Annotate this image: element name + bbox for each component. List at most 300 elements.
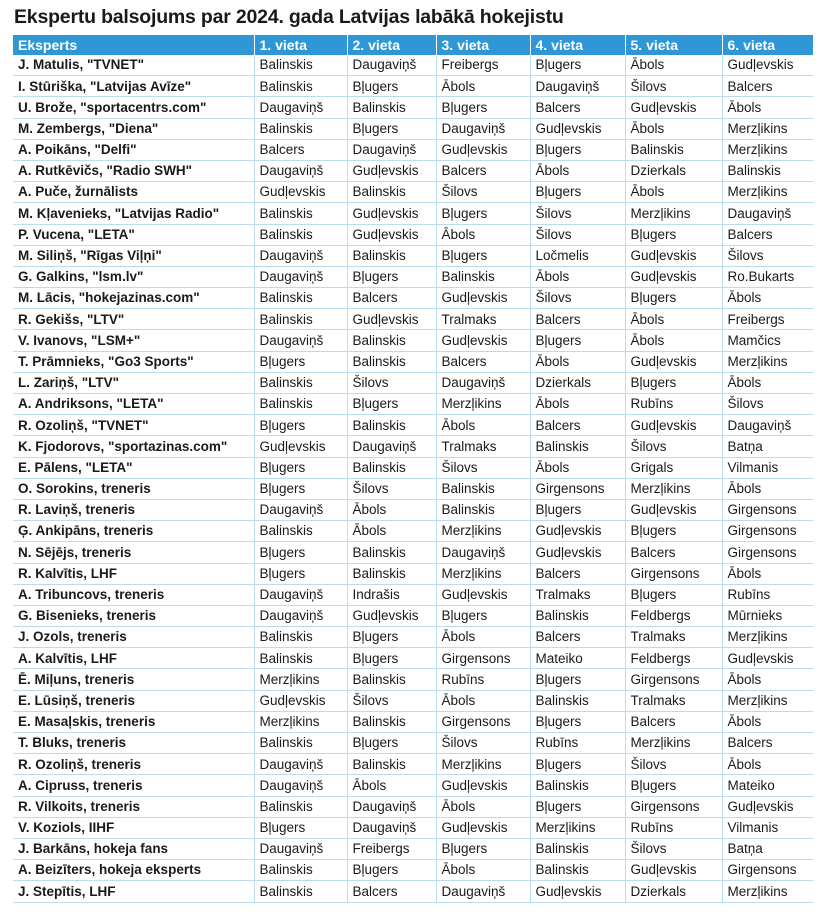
expert-name-cell: K. Fjodorovs, "sportazinas.com" — [13, 436, 254, 457]
vote-cell-place-3: Bļugers — [436, 605, 530, 626]
vote-cell-place-5: Tralmaks — [625, 627, 722, 648]
table-row — [13, 605, 813, 626]
vote-cell-place-4: Ābols — [530, 351, 625, 372]
expert-name-cell: A. Kalvītis, LHF — [13, 648, 254, 669]
vote-cell-place-4: Mateiko — [530, 648, 625, 669]
vote-cell-place-6: Ābols — [722, 97, 813, 118]
vote-cell-place-4: Ābols — [530, 160, 625, 181]
vote-cell-place-3: Šilovs — [436, 733, 530, 754]
table-header-row — [13, 35, 813, 55]
vote-cell-place-1: Balinskis — [254, 881, 347, 902]
vote-cell-place-6: Merzļikins — [722, 351, 813, 372]
vote-cell-place-4: Balinskis — [530, 775, 625, 796]
vote-cell-place-6: Šilovs — [722, 245, 813, 266]
vote-cell-place-2: Šilovs — [347, 690, 436, 711]
table-row — [13, 881, 813, 902]
expert-name-cell: J. Barkāns, hokeja fans — [13, 838, 254, 859]
vote-cell-place-2: Daugaviņš — [347, 139, 436, 160]
vote-cell-place-3: Bļugers — [436, 97, 530, 118]
vote-cell-place-6: Freibergs — [722, 309, 813, 330]
vote-cell-place-5: Gudļevskis — [625, 415, 722, 436]
vote-cell-place-2: Šilovs — [347, 478, 436, 499]
table-row — [13, 436, 813, 457]
table-row — [13, 754, 813, 775]
vote-cell-place-6: Merzļikins — [722, 139, 813, 160]
vote-cell-place-1: Gudļevskis — [254, 182, 347, 203]
vote-cell-place-6: Ābols — [722, 288, 813, 309]
vote-cell-place-5: Bļugers — [625, 775, 722, 796]
table-row — [13, 499, 813, 520]
vote-cell-place-3: Gudļevskis — [436, 584, 530, 605]
vote-cell-place-5: Gudļevskis — [625, 97, 722, 118]
vote-cell-place-6: Ro.Bukarts — [722, 266, 813, 287]
vote-cell-place-6: Balcers — [722, 224, 813, 245]
vote-cell-place-5: Bļugers — [625, 584, 722, 605]
vote-cell-place-1: Daugaviņš — [254, 775, 347, 796]
table-row — [13, 266, 813, 287]
vote-cell-place-2: Bļugers — [347, 648, 436, 669]
vote-cell-place-3: Šilovs — [436, 457, 530, 478]
vote-cell-place-1: Merzļikins — [254, 669, 347, 690]
table-row — [13, 584, 813, 605]
vote-cell-place-6: Balinskis — [722, 160, 813, 181]
vote-cell-place-1: Daugaviņš — [254, 605, 347, 626]
table-row — [13, 648, 813, 669]
vote-cell-place-1: Daugaviņš — [254, 160, 347, 181]
expert-name-cell: Ē. Miļuns, treneris — [13, 669, 254, 690]
vote-cell-place-6: Girgensons — [722, 860, 813, 881]
vote-cell-place-5: Feldbergs — [625, 605, 722, 626]
expert-name-cell: J. Stepītis, LHF — [13, 881, 254, 902]
vote-cell-place-3: Merzļikins — [436, 521, 530, 542]
vote-cell-place-5: Bļugers — [625, 224, 722, 245]
expert-name-cell: A. Cipruss, treneris — [13, 775, 254, 796]
vote-cell-place-1: Balinskis — [254, 521, 347, 542]
vote-cell-place-2: Balinskis — [347, 542, 436, 563]
vote-cell-place-5: Gudļevskis — [625, 351, 722, 372]
vote-cell-place-6: Gudļevskis — [722, 796, 813, 817]
vote-cell-place-2: Ābols — [347, 521, 436, 542]
vote-cell-place-5: Grigals — [625, 457, 722, 478]
table-row — [13, 224, 813, 245]
vote-cell-place-6: Mamčics — [722, 330, 813, 351]
vote-cell-place-5: Merzļikins — [625, 733, 722, 754]
vote-cell-place-1: Balinskis — [254, 203, 347, 224]
table-row — [13, 182, 813, 203]
expert-name-cell: T. Bluks, treneris — [13, 733, 254, 754]
vote-cell-place-3: Gudļevskis — [436, 288, 530, 309]
vote-cell-place-2: Ābols — [347, 499, 436, 520]
vote-cell-place-5: Ābols — [625, 330, 722, 351]
voting-table — [13, 35, 813, 903]
vote-cell-place-3: Daugaviņš — [436, 881, 530, 902]
vote-cell-place-4: Balcers — [530, 97, 625, 118]
vote-cell-place-1: Balinskis — [254, 860, 347, 881]
vote-cell-place-4: Dzierkals — [530, 372, 625, 393]
vote-cell-place-2: Daugaviņš — [347, 796, 436, 817]
vote-cell-place-4: Bļugers — [530, 55, 625, 76]
table-row — [13, 690, 813, 711]
vote-cell-place-6: Daugaviņš — [722, 415, 813, 436]
vote-cell-place-1: Balinskis — [254, 394, 347, 415]
table-row — [13, 139, 813, 160]
expert-name-cell: M. Zembergs, "Diena" — [13, 118, 254, 139]
vote-cell-place-3: Tralmaks — [436, 436, 530, 457]
vote-cell-place-4: Gudļevskis — [530, 521, 625, 542]
vote-cell-place-1: Bļugers — [254, 351, 347, 372]
vote-cell-place-5: Dzierkals — [625, 881, 722, 902]
vote-cell-place-1: Gudļevskis — [254, 436, 347, 457]
vote-cell-place-5: Feldbergs — [625, 648, 722, 669]
vote-cell-place-5: Rubīns — [625, 394, 722, 415]
expert-name-cell: R. Laviņš, treneris — [13, 499, 254, 520]
vote-cell-place-4: Gudļevskis — [530, 881, 625, 902]
vote-cell-place-6: Vilmanis — [722, 457, 813, 478]
vote-cell-place-1: Balinskis — [254, 733, 347, 754]
vote-cell-place-5: Ābols — [625, 55, 722, 76]
table-row — [13, 309, 813, 330]
vote-cell-place-3: Bļugers — [436, 203, 530, 224]
vote-cell-place-3: Ābols — [436, 76, 530, 97]
expert-name-cell: L. Zariņš, "LTV" — [13, 372, 254, 393]
table-body — [13, 55, 813, 902]
vote-cell-place-3: Gudļevskis — [436, 775, 530, 796]
vote-cell-place-6: Balcers — [722, 76, 813, 97]
vote-cell-place-4: Šilovs — [530, 203, 625, 224]
expert-name-cell: M. Siliņš, "Rīgas Viļņi" — [13, 245, 254, 266]
vote-cell-place-1: Balinskis — [254, 76, 347, 97]
vote-cell-place-3: Merzļikins — [436, 394, 530, 415]
table-row — [13, 97, 813, 118]
vote-cell-place-3: Girgensons — [436, 648, 530, 669]
expert-name-cell: N. Sējējs, treneris — [13, 542, 254, 563]
vote-cell-place-2: Bļugers — [347, 394, 436, 415]
vote-cell-place-5: Merzļikins — [625, 203, 722, 224]
expert-name-cell: A. Rutkēvičs, "Radio SWH" — [13, 160, 254, 181]
vote-cell-place-6: Rubīns — [722, 584, 813, 605]
vote-cell-place-6: Mateiko — [722, 775, 813, 796]
vote-cell-place-5: Girgensons — [625, 669, 722, 690]
vote-cell-place-4: Gudļevskis — [530, 118, 625, 139]
vote-cell-place-3: Balinskis — [436, 478, 530, 499]
vote-cell-place-1: Balinskis — [254, 55, 347, 76]
expert-name-cell: G. Bisenieks, treneris — [13, 605, 254, 626]
vote-cell-place-4: Bļugers — [530, 711, 625, 732]
vote-cell-place-5: Ābols — [625, 309, 722, 330]
vote-cell-place-2: Balinskis — [347, 351, 436, 372]
vote-cell-place-1: Balinskis — [254, 627, 347, 648]
vote-cell-place-2: Balinskis — [347, 330, 436, 351]
expert-name-cell: A. Andriksons, "LETA" — [13, 394, 254, 415]
vote-cell-place-1: Balinskis — [254, 796, 347, 817]
vote-cell-place-3: Balcers — [436, 160, 530, 181]
vote-cell-place-4: Bļugers — [530, 754, 625, 775]
vote-cell-place-4: Tralmaks — [530, 584, 625, 605]
table-row — [13, 711, 813, 732]
vote-cell-place-3: Ābols — [436, 796, 530, 817]
column-header-place-5: 5. vieta — [625, 35, 722, 55]
vote-cell-place-2: Gudļevskis — [347, 605, 436, 626]
vote-cell-place-6: Ābols — [722, 669, 813, 690]
vote-cell-place-6: Batņa — [722, 838, 813, 859]
vote-cell-place-1: Daugaviņš — [254, 97, 347, 118]
vote-cell-place-5: Šilovs — [625, 838, 722, 859]
vote-cell-place-4: Bļugers — [530, 499, 625, 520]
table-row — [13, 118, 813, 139]
vote-cell-place-5: Rubīns — [625, 817, 722, 838]
vote-cell-place-2: Bļugers — [347, 733, 436, 754]
vote-cell-place-5: Šilovs — [625, 76, 722, 97]
vote-cell-place-4: Balcers — [530, 415, 625, 436]
vote-cell-place-4: Balinskis — [530, 605, 625, 626]
vote-cell-place-3: Daugaviņš — [436, 118, 530, 139]
expert-name-cell: A. Tribuncovs, treneris — [13, 584, 254, 605]
expert-name-cell: R. Ozoliņš, treneris — [13, 754, 254, 775]
vote-cell-place-4: Ābols — [530, 266, 625, 287]
table-row — [13, 372, 813, 393]
table-row — [13, 627, 813, 648]
table-row — [13, 160, 813, 181]
vote-cell-place-5: Gudļevskis — [625, 245, 722, 266]
vote-cell-place-6: Merzļikins — [722, 182, 813, 203]
vote-cell-place-6: Vilmanis — [722, 817, 813, 838]
vote-cell-place-6: Mūrnieks — [722, 605, 813, 626]
vote-cell-place-3: Ābols — [436, 415, 530, 436]
expert-name-cell: P. Vucena, "LETA" — [13, 224, 254, 245]
vote-cell-place-1: Merzļikins — [254, 711, 347, 732]
column-header-place-1: 1. vieta — [254, 35, 347, 55]
vote-cell-place-6: Gudļevskis — [722, 55, 813, 76]
table-row — [13, 796, 813, 817]
vote-cell-place-5: Balinskis — [625, 139, 722, 160]
vote-cell-place-4: Balcers — [530, 309, 625, 330]
vote-cell-place-5: Šilovs — [625, 436, 722, 457]
vote-cell-place-3: Merzļikins — [436, 563, 530, 584]
vote-cell-place-3: Gudļevskis — [436, 817, 530, 838]
vote-cell-place-3: Balcers — [436, 351, 530, 372]
expert-name-cell: E. Masaļskis, treneris — [13, 711, 254, 732]
vote-cell-place-4: Ābols — [530, 394, 625, 415]
vote-cell-place-2: Balinskis — [347, 669, 436, 690]
table-row — [13, 542, 813, 563]
table-row — [13, 203, 813, 224]
vote-cell-place-2: Gudļevskis — [347, 224, 436, 245]
vote-cell-place-1: Balcers — [254, 139, 347, 160]
vote-cell-place-4: Girgensons — [530, 478, 625, 499]
vote-cell-place-4: Balcers — [530, 627, 625, 648]
vote-cell-place-6: Ābols — [722, 478, 813, 499]
table-row — [13, 288, 813, 309]
vote-cell-place-1: Balinskis — [254, 372, 347, 393]
vote-cell-place-1: Balinskis — [254, 118, 347, 139]
vote-cell-place-1: Bļugers — [254, 478, 347, 499]
vote-cell-place-4: Ločmelis — [530, 245, 625, 266]
vote-cell-place-4: Balinskis — [530, 690, 625, 711]
vote-cell-place-1: Daugaviņš — [254, 330, 347, 351]
vote-cell-place-3: Bļugers — [436, 838, 530, 859]
vote-cell-place-2: Balinskis — [347, 415, 436, 436]
vote-cell-place-4: Ābols — [530, 457, 625, 478]
vote-cell-place-3: Merzļikins — [436, 754, 530, 775]
vote-cell-place-1: Daugaviņš — [254, 266, 347, 287]
vote-cell-place-5: Girgensons — [625, 563, 722, 584]
vote-cell-place-3: Rubīns — [436, 669, 530, 690]
vote-cell-place-6: Ābols — [722, 711, 813, 732]
vote-cell-place-3: Bļugers — [436, 245, 530, 266]
vote-cell-place-6: Šilovs — [722, 394, 813, 415]
vote-cell-place-2: Daugaviņš — [347, 817, 436, 838]
vote-cell-place-2: Indrašis — [347, 584, 436, 605]
expert-name-cell: M. Lācis, "hokejazinas.com" — [13, 288, 254, 309]
vote-cell-place-3: Šilovs — [436, 182, 530, 203]
vote-cell-place-5: Balcers — [625, 542, 722, 563]
vote-cell-place-6: Ābols — [722, 563, 813, 584]
vote-cell-place-1: Daugaviņš — [254, 245, 347, 266]
vote-cell-place-4: Bļugers — [530, 330, 625, 351]
vote-cell-place-2: Daugaviņš — [347, 436, 436, 457]
vote-cell-place-4: Balinskis — [530, 860, 625, 881]
vote-cell-place-5: Ābols — [625, 182, 722, 203]
vote-cell-place-2: Gudļevskis — [347, 203, 436, 224]
expert-name-cell: V. Koziols, IIHF — [13, 817, 254, 838]
expert-name-cell: A. Beizīters, hokeja eksperts — [13, 860, 254, 881]
vote-cell-place-4: Daugaviņš — [530, 76, 625, 97]
vote-cell-place-4: Rubīns — [530, 733, 625, 754]
vote-cell-place-2: Daugaviņš — [347, 55, 436, 76]
vote-cell-place-2: Ābols — [347, 775, 436, 796]
vote-cell-place-1: Gudļevskis — [254, 690, 347, 711]
vote-cell-place-1: Bļugers — [254, 563, 347, 584]
vote-cell-place-1: Bļugers — [254, 817, 347, 838]
vote-cell-place-6: Merzļikins — [722, 118, 813, 139]
table-row — [13, 457, 813, 478]
expert-name-cell: O. Sorokins, treneris — [13, 478, 254, 499]
expert-name-cell: J. Matulis, "TVNET" — [13, 55, 254, 76]
vote-cell-place-4: Balinskis — [530, 838, 625, 859]
vote-cell-place-6: Daugaviņš — [722, 203, 813, 224]
vote-cell-place-2: Bļugers — [347, 118, 436, 139]
vote-cell-place-2: Balinskis — [347, 182, 436, 203]
expert-name-cell: R. Kalvītis, LHF — [13, 563, 254, 584]
vote-cell-place-3: Freibergs — [436, 55, 530, 76]
vote-cell-place-3: Ābols — [436, 224, 530, 245]
vote-cell-place-1: Daugaviņš — [254, 754, 347, 775]
vote-cell-place-1: Daugaviņš — [254, 584, 347, 605]
vote-cell-place-3: Daugaviņš — [436, 372, 530, 393]
table-row — [13, 330, 813, 351]
vote-cell-place-3: Gudļevskis — [436, 139, 530, 160]
vote-cell-place-6: Girgensons — [722, 542, 813, 563]
vote-cell-place-2: Balinskis — [347, 457, 436, 478]
vote-cell-place-2: Balinskis — [347, 563, 436, 584]
vote-cell-place-3: Balinskis — [436, 499, 530, 520]
table-row — [13, 245, 813, 266]
vote-cell-place-4: Bļugers — [530, 796, 625, 817]
vote-cell-place-4: Gudļevskis — [530, 542, 625, 563]
vote-cell-place-2: Balinskis — [347, 754, 436, 775]
column-header-place-3: 3. vieta — [436, 35, 530, 55]
vote-cell-place-6: Ābols — [722, 372, 813, 393]
table-row — [13, 394, 813, 415]
vote-cell-place-2: Balinskis — [347, 245, 436, 266]
table-row — [13, 817, 813, 838]
vote-cell-place-2: Bļugers — [347, 266, 436, 287]
vote-cell-place-3: Gudļevskis — [436, 330, 530, 351]
vote-cell-place-2: Gudļevskis — [347, 309, 436, 330]
vote-cell-place-5: Bļugers — [625, 372, 722, 393]
vote-cell-place-4: Šilovs — [530, 288, 625, 309]
vote-cell-place-1: Bļugers — [254, 457, 347, 478]
vote-cell-place-3: Girgensons — [436, 711, 530, 732]
vote-cell-place-6: Merzļikins — [722, 690, 813, 711]
vote-cell-place-4: Merzļikins — [530, 817, 625, 838]
vote-cell-place-3: Balinskis — [436, 266, 530, 287]
vote-cell-place-5: Balcers — [625, 711, 722, 732]
vote-cell-place-4: Bļugers — [530, 139, 625, 160]
vote-cell-place-5: Ābols — [625, 118, 722, 139]
vote-cell-place-4: Bļugers — [530, 182, 625, 203]
column-header-place-2: 2. vieta — [347, 35, 436, 55]
vote-cell-place-1: Balinskis — [254, 288, 347, 309]
expert-name-cell: A. Puče, žurnālists — [13, 182, 254, 203]
vote-cell-place-5: Bļugers — [625, 288, 722, 309]
vote-cell-place-1: Balinskis — [254, 224, 347, 245]
expert-name-cell: T. Prāmnieks, "Go3 Sports" — [13, 351, 254, 372]
table-row — [13, 733, 813, 754]
column-header-expert: Eksperts — [13, 35, 254, 55]
expert-name-cell: M. Kļavenieks, "Latvijas Radio" — [13, 203, 254, 224]
vote-cell-place-6: Girgensons — [722, 499, 813, 520]
vote-cell-place-5: Gudļevskis — [625, 860, 722, 881]
vote-cell-place-3: Tralmaks — [436, 309, 530, 330]
expert-name-cell: E. Lūsiņš, treneris — [13, 690, 254, 711]
vote-cell-place-6: Merzļikins — [722, 881, 813, 902]
table-row — [13, 563, 813, 584]
vote-cell-place-5: Gudļevskis — [625, 266, 722, 287]
table-row — [13, 838, 813, 859]
expert-name-cell: J. Ozols, treneris — [13, 627, 254, 648]
vote-cell-place-1: Daugaviņš — [254, 838, 347, 859]
vote-cell-place-6: Girgensons — [722, 521, 813, 542]
vote-cell-place-3: Ābols — [436, 627, 530, 648]
expert-name-cell: R. Vilkoits, treneris — [13, 796, 254, 817]
expert-name-cell: R. Ozoliņš, "TVNET" — [13, 415, 254, 436]
vote-cell-place-5: Merzļikins — [625, 478, 722, 499]
vote-cell-place-6: Batņa — [722, 436, 813, 457]
vote-cell-place-6: Balcers — [722, 733, 813, 754]
vote-cell-place-5: Bļugers — [625, 521, 722, 542]
vote-cell-place-1: Balinskis — [254, 648, 347, 669]
vote-cell-place-5: Dzierkals — [625, 160, 722, 181]
vote-cell-place-4: Balcers — [530, 563, 625, 584]
vote-cell-place-1: Daugaviņš — [254, 499, 347, 520]
table-row — [13, 521, 813, 542]
vote-cell-place-2: Balinskis — [347, 97, 436, 118]
column-header-place-4: 4. vieta — [530, 35, 625, 55]
vote-cell-place-6: Merzļikins — [722, 627, 813, 648]
vote-cell-place-2: Gudļevskis — [347, 160, 436, 181]
vote-cell-place-3: Ābols — [436, 690, 530, 711]
vote-cell-place-2: Šilovs — [347, 372, 436, 393]
vote-cell-place-2: Balcers — [347, 881, 436, 902]
table-row — [13, 860, 813, 881]
vote-cell-place-4: Balinskis — [530, 436, 625, 457]
vote-cell-place-2: Bļugers — [347, 860, 436, 881]
expert-name-cell: R. Gekišs, "LTV" — [13, 309, 254, 330]
table-row — [13, 55, 813, 76]
vote-cell-place-1: Bļugers — [254, 542, 347, 563]
vote-cell-place-4: Bļugers — [530, 669, 625, 690]
